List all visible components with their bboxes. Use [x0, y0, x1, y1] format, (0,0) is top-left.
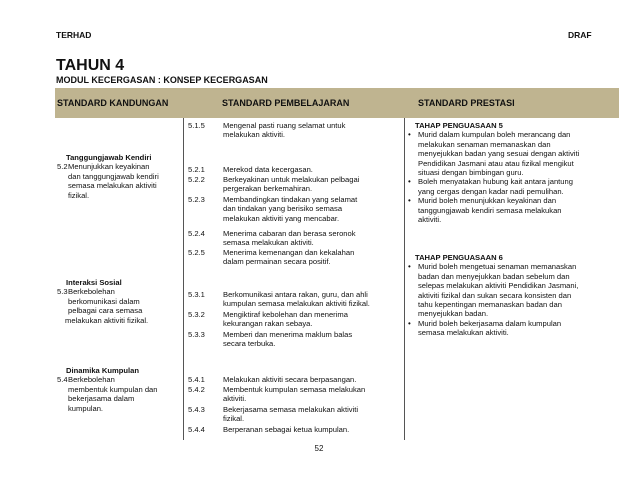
pembelajaran-item — [188, 248, 400, 267]
pembelajaran-line: Melakukan aktiviti secara berpasangan. — [223, 375, 357, 384]
prestasi-line: menyejukkan badan yang sesuai dengan aktiviti — [418, 149, 580, 159]
kandungan-line: dan tanggungjawab kendiri — [68, 171, 159, 181]
pembelajaran-line: Mengenal pasti ruang selamat untuk — [223, 121, 346, 130]
pembelajaran-item — [188, 375, 400, 384]
pembelajaran-number: 5.3.3 — [188, 330, 205, 339]
page-number: 52 — [314, 444, 324, 453]
pembelajaran-item — [188, 425, 400, 434]
pembelajaran-item — [188, 405, 400, 424]
module-subtitle: MODUL KECERGASAN : KONSEP KECERGASAN — [56, 75, 268, 85]
header-left: TERHAD — [56, 30, 92, 40]
pembelajaran-line: Berkomunikasi antara rakan, guru, dan ahli — [223, 290, 368, 299]
prestasi-heading: TAHAP PENGUASAAN 6 — [415, 253, 503, 262]
pembelajaran-line: Bekerjasama semasa melakukan aktiviti — [223, 405, 359, 414]
pembelajaran-line: Berkeyakinan untuk melakukan pelbagai — [223, 175, 360, 184]
prestasi-section — [408, 121, 608, 224]
prestasi-heading: TAHAP PENGUASAAN 5 — [415, 121, 503, 130]
prestasi-line: Murid boleh bekerjasama dalam kumpulan — [418, 318, 562, 328]
pembelajaran-line: Mengiktiraf kebolehan dan menerima — [223, 310, 348, 319]
pembelajaran-number: 5.3.1 — [188, 290, 205, 299]
prestasi-line: Boleh menyatakan hubung kait antara jantung — [418, 177, 573, 187]
prestasi-line: tanggungjawab kendiri semasa melakukan — [418, 205, 562, 215]
prestasi-line: Murid boleh menunjukkan keyakinan dan — [418, 196, 557, 206]
column-header-pembelajaran: STANDARD PEMBELAJARAN — [222, 98, 350, 108]
pembelajaran-item — [188, 330, 400, 349]
pembelajaran-number: 5.2.1 — [188, 165, 205, 174]
pembelajaran-line: Membentuk kumpulan semasa melakukan — [223, 385, 366, 394]
pembelajaran-item — [188, 290, 400, 309]
prestasi-line: Murid boleh mengetuai senaman memanaskan — [418, 262, 577, 272]
pembelajaran-item — [188, 229, 400, 248]
pembelajaran-line: aktiviti. — [223, 394, 247, 404]
header-right: DRAF — [568, 30, 592, 40]
pembelajaran-number: 5.3.2 — [188, 310, 205, 319]
kandungan-line: Berkebolehan — [68, 375, 115, 385]
bullet-icon: • — [408, 130, 411, 140]
kandungan-heading: Dinamika Kumpulan — [66, 366, 139, 375]
column-divider — [183, 118, 184, 440]
pembelajaran-line: fizikal. — [223, 414, 245, 424]
prestasi-line: semasa melakukan aktiviti. — [418, 328, 509, 338]
column-header-prestasi: STANDARD PRESTASI — [418, 98, 515, 108]
kandungan-number: 5.2 — [57, 162, 68, 172]
prestasi-line: situasi dengan bimbingan guru. — [418, 168, 524, 178]
prestasi-line: aktiviti. — [418, 215, 442, 225]
bullet-icon: • — [408, 177, 411, 187]
prestasi-line: Murid dalam kumpulan boleh merancang dan — [418, 130, 571, 140]
pembelajaran-line: Memberi dan menerima maklum balas — [223, 330, 353, 339]
pembelajaran-line: Menerima kemenangan dan kekalahan — [223, 248, 355, 257]
pembelajaran-number: 5.2.4 — [188, 229, 205, 238]
pembelajaran-item — [188, 165, 400, 174]
pembelajaran-line: secara terbuka. — [223, 339, 276, 349]
pembelajaran-number: 5.2.2 — [188, 175, 205, 184]
pembelajaran-line: dan tindakan yang berisiko semasa — [223, 204, 343, 214]
bullet-icon: • — [408, 262, 411, 272]
kandungan-heading: Interaksi Sosial — [66, 278, 122, 287]
pembelajaran-number: 5.1.5 — [188, 121, 205, 130]
pembelajaran-line: melakukan aktiviti yang mencabar. — [223, 213, 340, 223]
pembelajaran-item — [188, 121, 400, 140]
prestasi-line: menyejukkan badan. — [418, 309, 489, 319]
pembelajaran-number: 5.2.5 — [188, 248, 205, 257]
pembelajaran-line: melakukan aktiviti. — [223, 130, 286, 140]
kandungan-line: membentuk kumpulan dan — [68, 384, 158, 394]
prestasi-line: badan dan menyejukkan badan sebelum dan — [418, 271, 570, 281]
pembelajaran-line: dalam permainan secara positif. — [223, 257, 331, 267]
kandungan-line: kumpulan. — [68, 403, 104, 413]
kandungan-line: Berkebolehan — [68, 287, 115, 297]
prestasi-line: aktiviti fizikal dan sukan secara konsisten dan — [418, 290, 572, 300]
pembelajaran-line: pergerakan berkemahiran. — [223, 184, 313, 194]
prestasi-section — [408, 253, 608, 338]
pembelajaran-item — [188, 175, 400, 194]
kandungan-number: 5.3 — [57, 287, 68, 297]
pembelajaran-item — [188, 195, 400, 223]
prestasi-line: yang cergas dengan kadar nadi pemulihan. — [418, 186, 564, 196]
kandungan-line: fizikal. — [68, 190, 90, 200]
bullet-icon: • — [408, 318, 411, 328]
pembelajaran-number: 5.4.3 — [188, 405, 205, 414]
pembelajaran-line: kumpulan semasa melakukan aktiviti fizikal. — [223, 299, 370, 309]
kandungan-line: berkomunikasi dalam — [68, 296, 140, 306]
kandungan-item — [57, 153, 181, 200]
pembelajaran-line: Menerima cabaran dan berasa seronok — [223, 229, 356, 238]
kandungan-number: 5.4 — [57, 375, 68, 385]
page-title: TAHUN 4 — [56, 57, 125, 74]
pembelajaran-number: 5.4.1 — [188, 375, 205, 384]
pembelajaran-line: kekurangan rakan sebaya. — [223, 319, 313, 329]
prestasi-line: tahu kepentingan memanaskan badan dan — [418, 300, 562, 310]
prestasi-line: selepas melakukan aktiviti Pendidikan Jasmani, — [418, 281, 579, 291]
pembelajaran-line: Merekod data kecergasan. — [223, 165, 313, 174]
pembelajaran-line: Berperanan sebagai ketua kumpulan. — [223, 425, 350, 434]
pembelajaran-item — [188, 385, 400, 404]
kandungan-item — [57, 278, 181, 325]
pembelajaran-item — [188, 310, 400, 329]
kandungan-line: pelbagai cara semasa — [68, 306, 143, 316]
pembelajaran-number: 5.2.3 — [188, 195, 205, 204]
column-divider — [404, 118, 405, 440]
kandungan-line: bekerjasama dalam — [68, 394, 135, 404]
kandungan-item — [57, 366, 181, 413]
pembelajaran-line: Membandingkan tindakan yang selamat — [223, 195, 358, 204]
pembelajaran-line: semasa melakukan aktiviti. — [223, 238, 314, 248]
kandungan-line: Menunjukkan keyakinan — [68, 162, 150, 172]
pembelajaran-number: 5.4.2 — [188, 385, 205, 394]
prestasi-line: Pendidikan Jasmani atau atau fizikal mengikut — [418, 158, 574, 168]
kandungan-heading: Tanggungjawab Kendiri — [66, 153, 152, 162]
prestasi-line: melakukan senaman memanaskan dan — [418, 139, 551, 149]
kandungan-line: semasa melakukan aktiviti — [68, 181, 157, 191]
bullet-icon: • — [408, 196, 411, 206]
pembelajaran-number: 5.4.4 — [188, 425, 205, 434]
column-header-kandungan: STANDARD KANDUNGAN — [57, 98, 169, 108]
kandungan-line: melakukan aktiviti fizikal. — [65, 315, 149, 325]
